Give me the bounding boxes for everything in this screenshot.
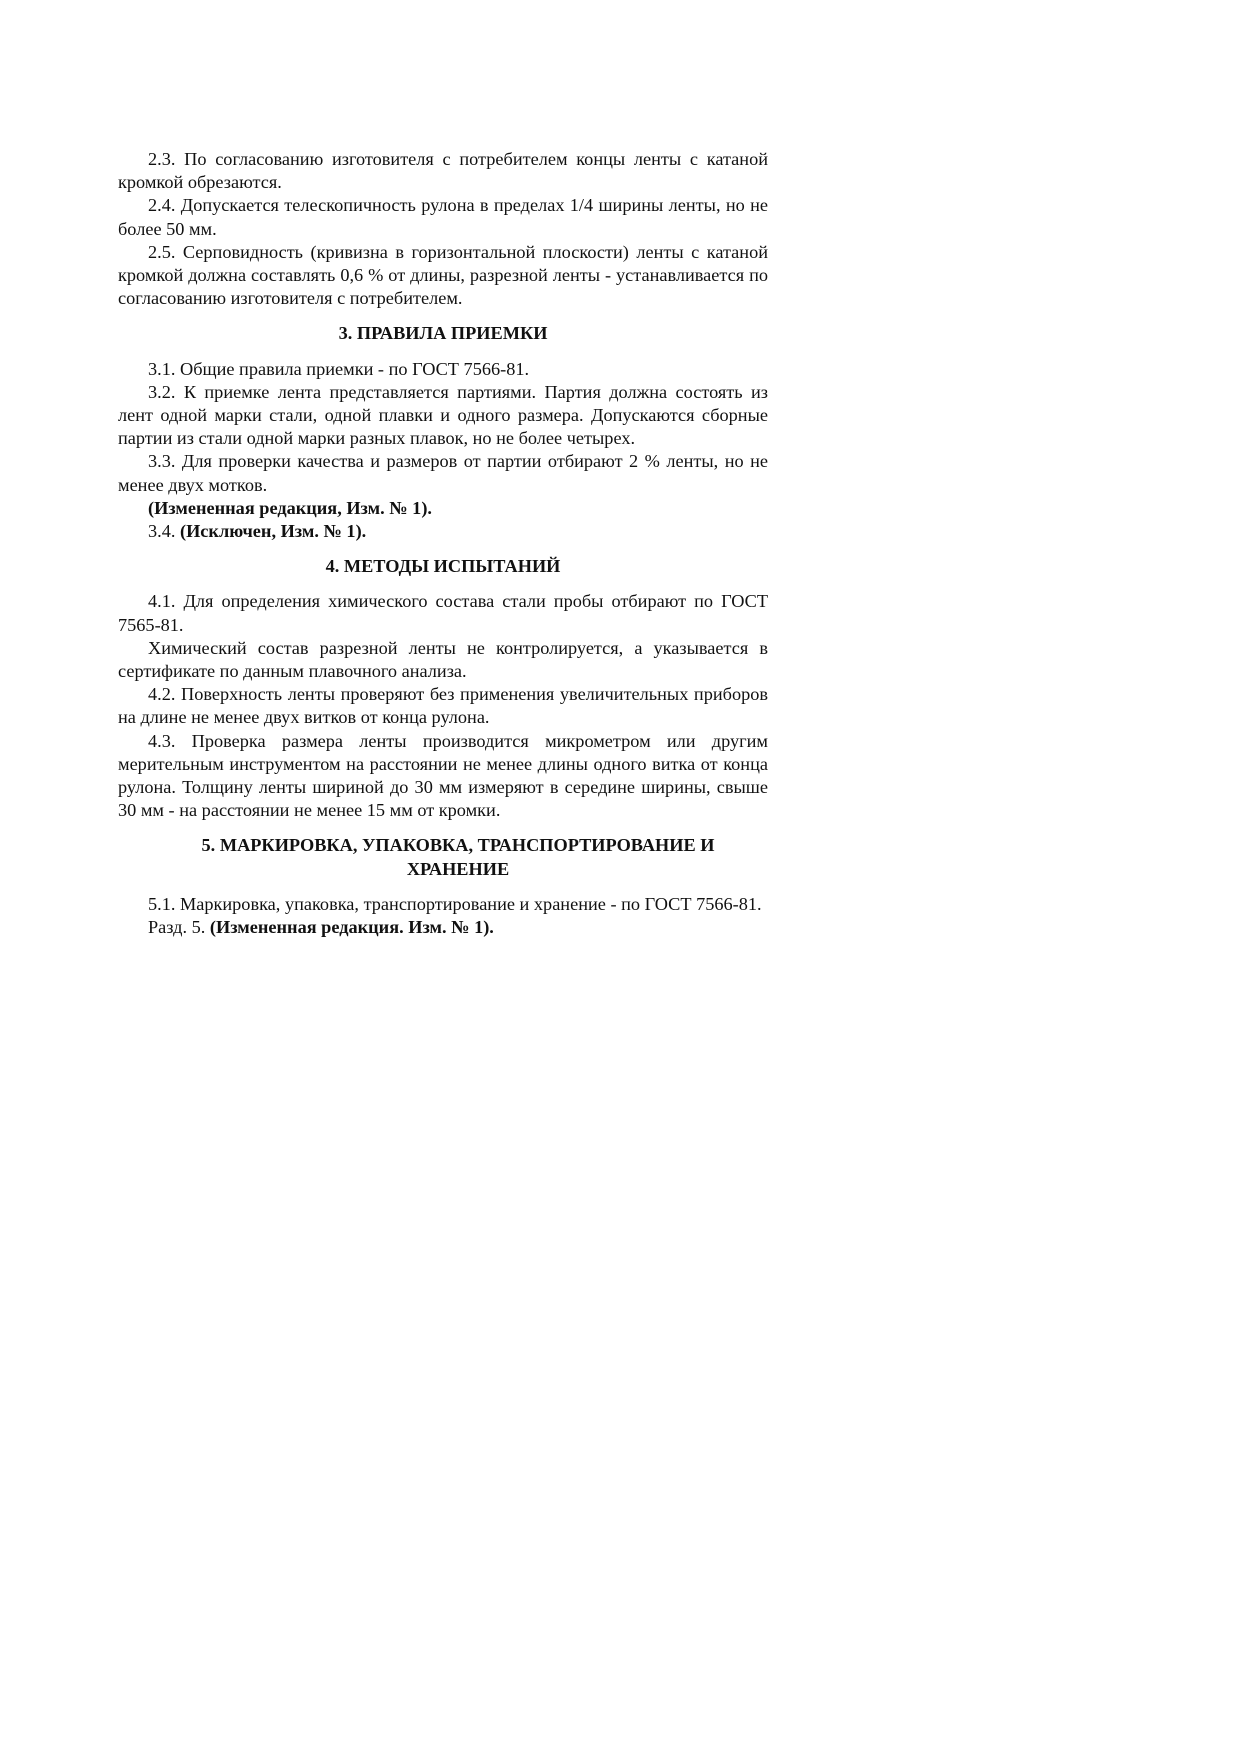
paragraph-3-4-excluded-note: (Исключен, Изм. № 1).: [180, 521, 367, 542]
section-4-heading: 4. МЕТОДЫ ИСПЫТАНИЙ: [325, 556, 561, 577]
paragraph-2-5: 2.5. Серповидность (кривизна в горизонтальной плоскости) ленты с катаной кромкой должна составлять 0,6 % от длины, разрезной ленты - устанавливается по согласованию изготовителя с потребителем.: [118, 241, 768, 309]
section-5-heading-line-2: ХРАНЕНИЕ: [406, 858, 510, 879]
section-5-heading: [118, 834, 768, 880]
section-5-heading-line-1: 5. МАРКИРОВКА, УПАКОВКА, ТРАНСПОРТИРОВАНИЕ И: [201, 835, 715, 856]
paragraph-3-3: 3.3. Для проверки качества и размеров от партии отбирают 2 % ленты, но не менее двух мотков.: [118, 451, 768, 495]
paragraph-4-3: 4.3. Проверка размера ленты производится микрометром или другим мерительным инструментом на расстоянии не менее длины одного витка от конца рулона. Толщину ленты шириной до 30 мм измеряют в середине ширины, свыше 30 мм - на расстоянии не менее 15 мм от кромки.: [118, 730, 768, 821]
amendment-note-section-5-bold: (Измененная редакция. Изм. № 1).: [209, 917, 494, 938]
paragraph-3-4-number: 3.4.: [148, 521, 180, 542]
paragraph-3-2: 3.2. К приемке лента представляется партиями. Партия должна состоять из лент одной марки стали, одной плавки и одного размера. Допускаются сборные партии из стали одной марки разных плавок, но не более четырех.: [118, 381, 768, 449]
paragraph-2-4: 2.4. Допускается телескопичность рулона в пределах 1/4 ширины ленты, но не более 50 мм.: [118, 195, 768, 239]
amendment-note-section-5: [118, 916, 768, 939]
amendment-note-3-3: (Измененная редакция, Изм. № 1).: [148, 497, 432, 518]
paragraph-4-1: 4.1. Для определения химического состава стали пробы отбирают по ГОСТ 7565-81.: [118, 591, 768, 635]
paragraph-3-1: 3.1. Общие правила приемки - по ГОСТ 7566-81.: [148, 358, 530, 379]
paragraph-4-2: 4.2. Поверхность ленты проверяют без применения увеличительных приборов на длине не менее двух витков от конца рулона.: [118, 684, 768, 728]
paragraph-3-4: [118, 520, 768, 543]
paragraph-4-1-chemical: Химический состав разрезной ленты не контролируется, а указывается в сертификате по данным плавочного анализа.: [118, 637, 768, 682]
amendment-note-section-5-prefix: Разд. 5.: [148, 917, 210, 938]
section-3-heading: 3. ПРАВИЛА ПРИЕМКИ: [338, 323, 548, 344]
paragraph-5-1: 5.1. Маркировка, упаковка, транспортирование и хранение - по ГОСТ 7566-81.: [148, 893, 762, 914]
paragraph-2-3: 2.3. По согласованию изготовителя с потребителем концы ленты с катаной кромкой обрезаются.: [118, 149, 768, 193]
document-page: [118, 148, 768, 939]
